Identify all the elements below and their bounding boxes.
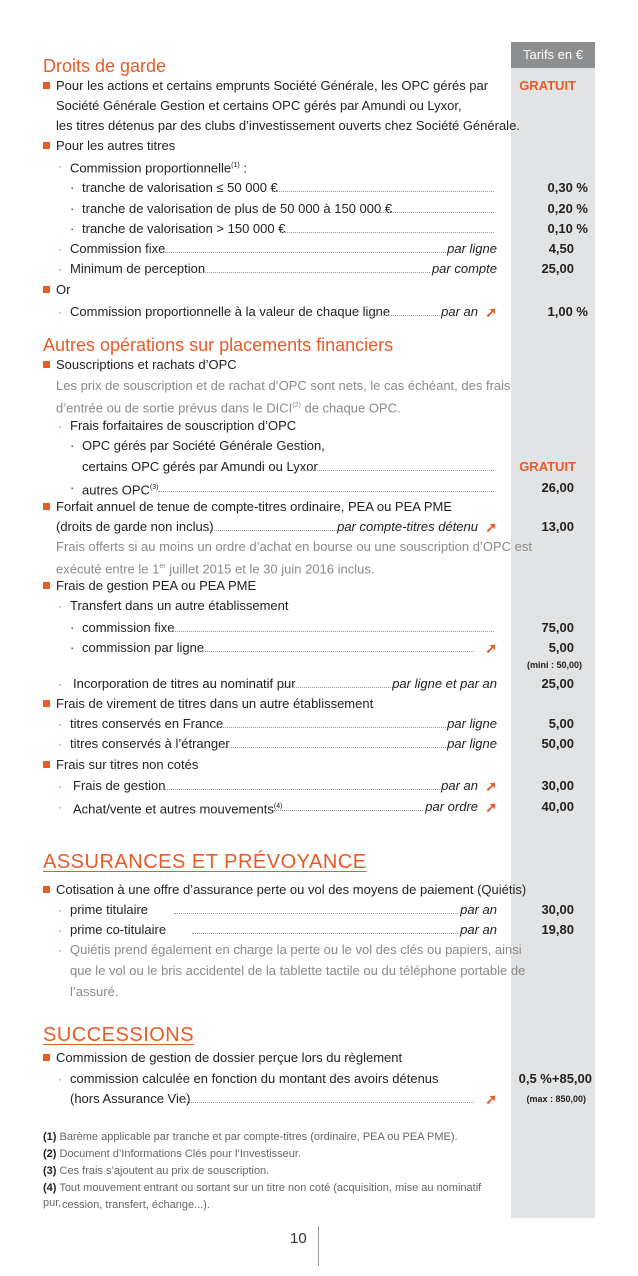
fee-label: commission par ligne bbox=[82, 640, 205, 655]
fee-value: 30,00 bbox=[541, 778, 574, 793]
dot-bullet-icon: · bbox=[58, 800, 62, 814]
fee-value: 4,50 bbox=[548, 241, 574, 256]
dot-bullet-icon: · bbox=[70, 221, 75, 236]
arrow-up-right-icon: ➚ bbox=[485, 304, 497, 320]
fee-label: titres conservés en France bbox=[70, 716, 224, 731]
page-number: 10 bbox=[290, 1230, 307, 1247]
dot-bullet-icon: · bbox=[58, 779, 62, 793]
list-item: Pour les actions et certains emprunts Société Générale, les OPC gérés par GRATUIT bbox=[0, 76, 638, 96]
dot-bullet-icon: · bbox=[70, 640, 75, 655]
fee-unit: par ordre bbox=[425, 799, 478, 814]
fee-value: 50,00 bbox=[541, 736, 574, 751]
tranche-label: tranche de valorisation de plus de 50 000 à 150 000 € bbox=[82, 201, 393, 216]
note-line: que le vol ou le bris accidentel de la tablette tactile ou du téléphone portable de bbox=[70, 963, 526, 978]
fee-unit: par ligne bbox=[447, 241, 497, 256]
rates-header: Tarifs en € bbox=[511, 42, 595, 68]
square-bullet-icon bbox=[43, 503, 50, 510]
note-line: Frais offerts si au moins un ordre d’achat en bourse ou une souscription d’OPC est bbox=[56, 539, 532, 554]
square-bullet-icon bbox=[43, 142, 50, 149]
square-bullet-icon bbox=[43, 82, 50, 89]
dot-bullet-icon: · bbox=[58, 305, 62, 319]
square-bullet-icon bbox=[43, 361, 50, 368]
fee-value: 0,5 %+85,00 bbox=[518, 1071, 592, 1086]
dot-bullet-icon: · bbox=[58, 737, 62, 751]
fee-label: Incorporation de titres au nominatif pur bbox=[73, 676, 296, 691]
section-title-autres-operations: Autres opérations sur placements financiers bbox=[43, 335, 394, 355]
square-bullet-icon bbox=[43, 286, 50, 293]
fee-label: prime titulaire bbox=[70, 902, 149, 917]
square-bullet-icon bbox=[43, 700, 50, 707]
tranche-value: 0,10 % bbox=[547, 221, 588, 236]
square-bullet-icon bbox=[43, 761, 50, 768]
list-item: certains OPC gérés par Amundi ou Lyxor bbox=[82, 459, 318, 474]
fee-value: 30,00 bbox=[541, 902, 574, 917]
tranche-value: 0,20 % bbox=[547, 201, 588, 216]
note-line: Quiétis prend également en charge la perte ou le vol des clés ou papiers, ainsi bbox=[70, 942, 522, 957]
section-title-droits-de-garde: Droits de garde bbox=[43, 56, 167, 76]
dot-bullet-icon: · bbox=[70, 180, 75, 195]
dot-bullet-icon: · bbox=[58, 923, 62, 937]
note-line: Les prix de souscription et de rachat d’OPC sont nets, le cas échéant, des frais bbox=[56, 378, 511, 393]
page-divider bbox=[318, 1226, 319, 1266]
fee-value: 75,00 bbox=[541, 620, 574, 635]
list-item: autres OPC$^{(3)}$ bbox=[82, 482, 159, 498]
value-gratuit: GRATUIT bbox=[519, 78, 576, 93]
fee-unit: par an bbox=[460, 922, 497, 937]
dot-bullet-icon: · bbox=[58, 599, 62, 613]
tranche-value: 0,30 % bbox=[547, 180, 588, 195]
text-line: Société Générale Gestion et certains OPC gérés par Amundi ou Lyxor, bbox=[56, 98, 462, 113]
fee-value: 1,00 % bbox=[547, 304, 588, 319]
list-item: Commission proportionnelle$^{(1)}$ : bbox=[70, 160, 247, 176]
fee-value: 19,80 bbox=[541, 922, 574, 937]
fee-label: Commission proportionnelle à la valeur de chaque ligne bbox=[70, 304, 391, 319]
fee-value: 5,00 bbox=[548, 716, 574, 731]
dot-bullet-icon: · bbox=[70, 201, 75, 216]
fee-value: 25,00 bbox=[541, 676, 574, 691]
fee-label: (droits de garde non inclus) bbox=[56, 519, 214, 534]
dot-bullet-icon: · bbox=[58, 903, 62, 917]
fee-unit: par ligne et par an bbox=[392, 676, 497, 691]
fee-unit: par compte bbox=[431, 261, 497, 276]
list-item: Transfert dans un autre établissement bbox=[70, 598, 289, 613]
dot-bullet-icon: · bbox=[58, 262, 62, 276]
value-gratuit: GRATUIT bbox=[519, 459, 576, 474]
fee-minimum: (mini : 50,00) bbox=[526, 660, 582, 670]
footnote: (1) Barème applicable par tranche et par compte-titres (ordinaire, PEA ou PEA PME). bbox=[43, 1131, 458, 1143]
dot-bullet-icon: · bbox=[70, 438, 75, 453]
dot-bullet-icon: · bbox=[58, 242, 62, 256]
section-title-successions: SUCCESSIONS bbox=[43, 1024, 195, 1046]
dot-bullet-icon: · bbox=[58, 419, 62, 433]
fee-value: 5,00 bbox=[548, 640, 574, 655]
fee-unit: par compte-titres détenu bbox=[337, 519, 478, 534]
fee-label: Frais de gestion bbox=[73, 778, 166, 793]
text-line: les titres détenus par des clubs d’investissement ouverts chez Société Générale. bbox=[56, 118, 520, 133]
note-line: exécuté entre le 1er juillet 2015 et le 30 juin 2016 inclus. bbox=[56, 561, 375, 577]
footnote: (3) Ces frais s’ajoutent au prix de souscription. bbox=[43, 1165, 270, 1177]
fee-unit: par an bbox=[441, 304, 478, 319]
footnote: cession, transfert, échange...). bbox=[62, 1199, 210, 1211]
dot-bullet-icon: · bbox=[58, 943, 62, 957]
fee-label: titres conservés à l’étranger bbox=[70, 736, 230, 751]
fee-unit: par ligne bbox=[447, 716, 497, 731]
fee-label: Commission fixe bbox=[70, 241, 166, 256]
list-item: Frais forfaitaires de souscription d’OPC bbox=[70, 418, 297, 433]
arrow-up-right-icon: ➚ bbox=[485, 778, 497, 794]
fee-unit: par ligne bbox=[447, 736, 497, 751]
tranche-label: tranche de valorisation > 150 000 € bbox=[82, 221, 286, 236]
section-title-assurances: ASSURANCES ET PRÉVOYANCE bbox=[43, 851, 367, 873]
dot-bullet-icon: · bbox=[58, 1072, 62, 1086]
dot-bullet-icon: · bbox=[70, 480, 75, 495]
square-bullet-icon bbox=[43, 886, 50, 893]
fee-value: 25,00 bbox=[541, 261, 574, 276]
fee-label: commission calculée en fonction du montant des avoirs détenus bbox=[70, 1071, 439, 1086]
list-item: OPC gérés par Société Générale Gestion, bbox=[82, 438, 325, 453]
fee-label: Achat/vente et autres mouvements$^{(4)}$ bbox=[73, 801, 283, 817]
fee-value: 40,00 bbox=[541, 799, 574, 814]
fee-label: (hors Assurance Vie) bbox=[70, 1091, 191, 1106]
fee-unit: par an bbox=[460, 902, 497, 917]
dot-bullet-icon: · bbox=[58, 717, 62, 731]
tranche-label: tranche de valorisation ≤ 50 000 € bbox=[82, 180, 278, 195]
fee-value: 13,00 bbox=[541, 519, 574, 534]
fee-label: commission fixe bbox=[82, 620, 175, 635]
square-bullet-icon bbox=[43, 1054, 50, 1061]
fee-label: prime co-titulaire bbox=[70, 922, 167, 937]
footnote: (2) Document d’Informations Clés pour l’Investisseur. bbox=[43, 1148, 302, 1160]
arrow-up-right-icon: ➚ bbox=[485, 799, 497, 815]
note-line: d’entrée ou de sortie prévus dans le DICI$^{(2)}$ de chaque OPC. bbox=[56, 400, 401, 416]
dot-bullet-icon: · bbox=[58, 159, 62, 173]
square-bullet-icon bbox=[43, 582, 50, 589]
arrow-up-right-icon: ➚ bbox=[485, 1091, 497, 1107]
fee-label: Minimum de perception bbox=[70, 261, 206, 276]
arrow-up-right-icon: ➚ bbox=[485, 519, 497, 535]
dot-bullet-icon: · bbox=[58, 677, 62, 691]
arrow-up-right-icon: ➚ bbox=[485, 640, 497, 656]
footnote: (4) Tout mouvement entrant ou sortant sur un titre non coté (acquisition, mise au nominatif pur, bbox=[43, 1182, 482, 1209]
dot-bullet-icon: · bbox=[70, 620, 75, 635]
fee-maximum: (max : 850,00) bbox=[526, 1094, 586, 1104]
note-line: l’assuré. bbox=[70, 984, 119, 999]
fee-unit: par an bbox=[441, 778, 478, 793]
fee-value: 26,00 bbox=[541, 480, 574, 495]
